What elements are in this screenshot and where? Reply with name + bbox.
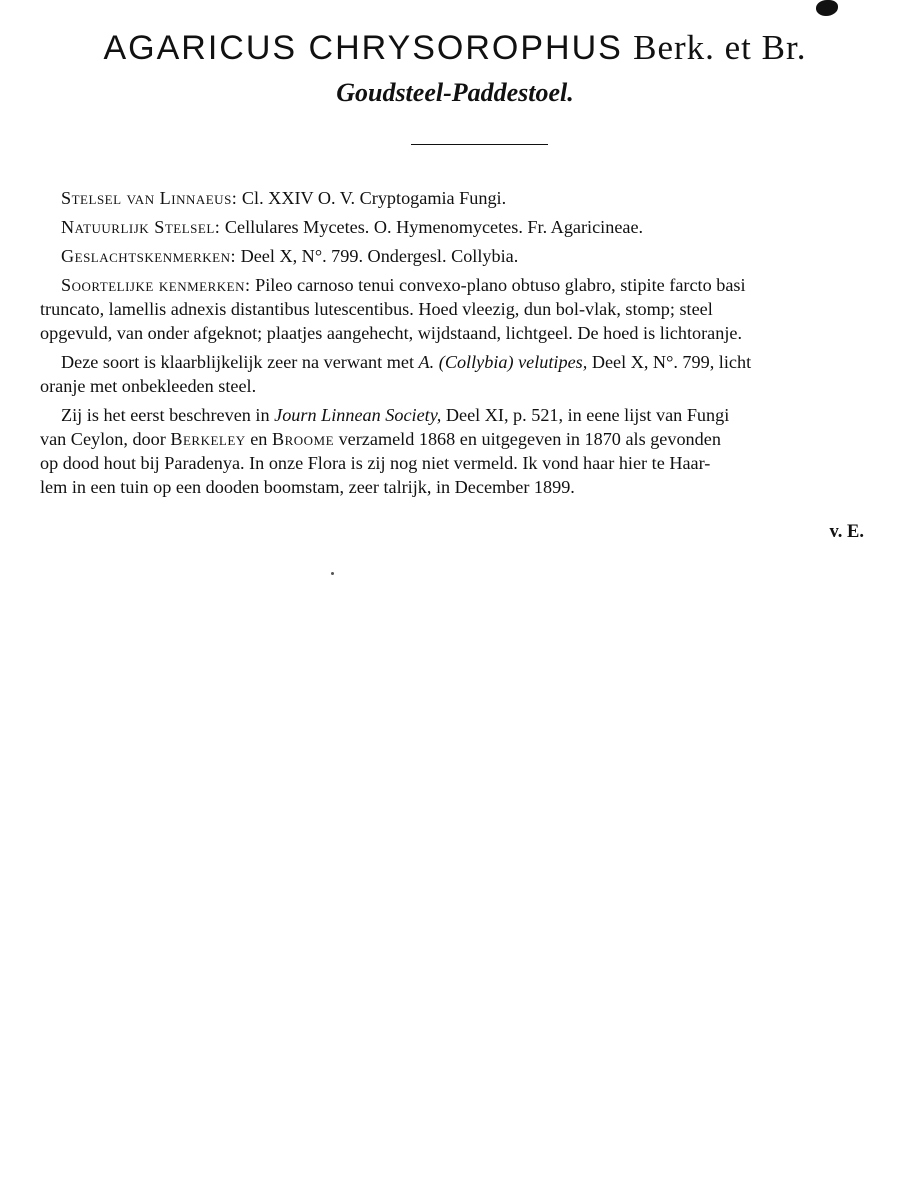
related-species: velutipes, [518,352,588,372]
page-subtitle: Goudsteel-Paddestoel. [336,78,574,107]
related-line-1 [40,350,896,374]
linnaeus-text: Cl. XXIV O. V. Cryptogamia Fungi. [241,188,507,208]
natural-system-text: Cellulares Mycetes. O. Hymenomycetes. Fr. Agaricineae. [224,217,644,237]
description-body [40,186,896,504]
author-name-berkeley: Berkeley [170,429,246,449]
author-signature: v. E. [829,522,864,542]
natural-system-label: Natuurlijk Stelsel: [61,217,221,237]
history-line2-pre: van Ceylon, door [40,429,166,449]
natural-system-paragraph [40,215,896,239]
history-line2-post: verzameld 1868 en uitgegeven in 1870 als gevonden [338,429,721,449]
genus-paragraph [40,244,896,268]
related-post: Deel X, N°. 799, licht [591,352,752,372]
natural-system-line [40,215,896,239]
history-paragraph [40,403,896,499]
genus-label: Geslachtskenmerken: [61,246,237,266]
related-pre: Deze soort is klaarblijkelijk zeer na verwant met [61,352,414,372]
history-line-2 [40,427,896,451]
species-label: Soortelijke kenmerken: [61,275,251,295]
history-journal: Journ Linnean Society, [274,405,442,425]
history-line-3: op dood hout bij Paradenya. In onze Flora is zij nog niet vermeld. Ik vond haar hier te Haar- [40,453,711,473]
related-line-2: oranje met onbekleeden steel. [40,376,257,396]
species-text-1: Pileo carnoso tenui convexo-plano obtuso glabro, stipite farcto basi [255,275,746,295]
history-line-1 [40,403,896,427]
linnaeus-line [40,186,896,210]
related-paragraph [40,350,896,398]
linnaeus-label: Stelsel van Linnaeus: [61,188,238,208]
history-line2-mid: en [250,429,268,449]
genus-text: Deel X, N°. 799. Ondergesl. Collybia. [240,246,519,266]
history-line-4: lem in een tuin op een dooden boomstam, zeer talrijk, in December 1899. [40,477,575,497]
species-line-1 [40,273,896,297]
genus-line [40,244,896,268]
page-title [0,26,910,69]
species-line-3: opgevuld, van onder afgeknot; plaatjes aangehecht, wijdstaand, lichtgeel. De hoed is lichtoranje. [40,323,743,343]
species-line-2: truncato, lamellis adnexis distantibus lutescentibus. Hoed vleezig, dun bol-vlak, stomp; steel [40,299,713,319]
history-post: Deel XI, p. 521, in eene lijst van Fungi [445,405,730,425]
ink-spot [816,0,838,16]
paper-speck [331,572,334,575]
linnaeus-paragraph [40,186,896,210]
related-genus-abbr: A. [418,352,435,372]
species-paragraph [40,273,896,345]
related-subgenus: (Collybia) [438,352,514,372]
history-pre: Zij is het eerst beschreven in [61,405,270,425]
title-author: Berk. et Br. [633,28,807,67]
title-genus: AGARICUS CHRYSOROPHUS [103,29,623,67]
author-name-broome: Broome [271,429,335,449]
title-divider [411,144,548,145]
